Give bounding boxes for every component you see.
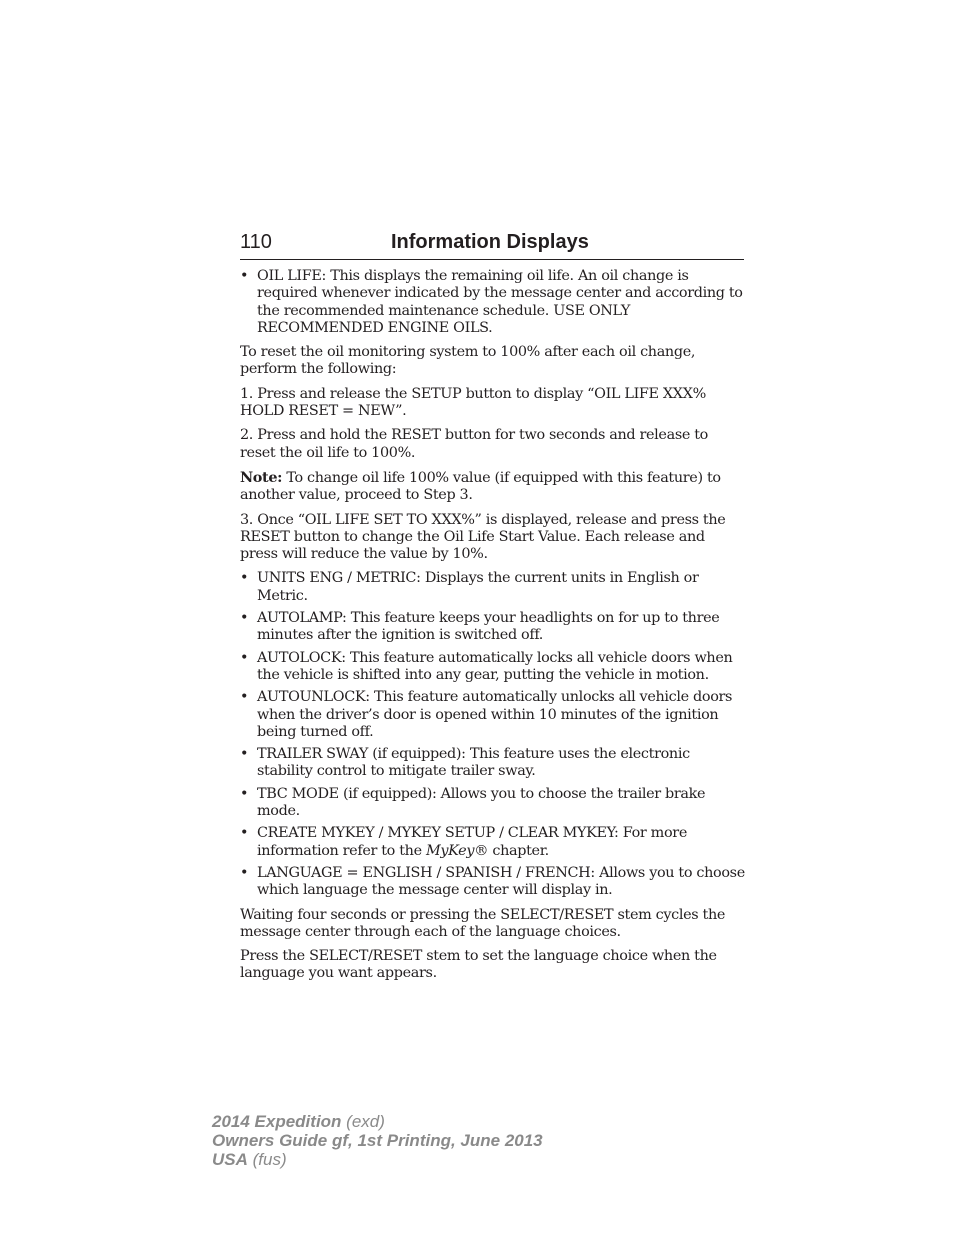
bullet-text: UNITS ENG / METRIC: Displays the current units in English or Metric. [257, 570, 699, 604]
bullet-text: TBC MODE (if equipped): Allows you to choose the trailer brake mode. [257, 785, 706, 820]
page-body [240, 268, 746, 990]
bullet-dot-icon: • [240, 785, 249, 802]
footer-model-line [212, 1112, 543, 1131]
section-title: Information Displays [391, 231, 589, 253]
bullet-text: AUTOLAMP: This feature keeps your headlights on for up to three minutes after the ignition is switched off. [257, 610, 720, 644]
footer-region: USA [212, 1150, 248, 1169]
page-header [240, 228, 744, 260]
mykey-chapter-link[interactable]: MyKey [425, 842, 475, 859]
bullet-text: LANGUAGE = ENGLISH / SPANISH / FRENCH: Allows you to choose which language the message center will display in. [257, 864, 745, 899]
footer-region-line [212, 1150, 543, 1169]
footer-region-code: (fus) [247, 1150, 287, 1169]
paragraph-step-3: 3. Once “OIL LIFE SET TO XXX%” is displayed, release and press the RESET button to change the Oil Life Start Value. Each release and press will reduce the value by 10%. [240, 511, 726, 563]
page-footer [212, 1112, 543, 1169]
bullet-dot-icon: • [240, 268, 249, 284]
bullet-item-oil-life [240, 268, 746, 337]
paragraph-press-select: Press the SELECT/RESET stem to set the language choice when the language you want appears. [240, 948, 717, 982]
mykey-prefix: CREATE MYKEY / MYKEY SETUP / CLEAR MYKEY: For more information refer to the [257, 825, 687, 859]
paragraph-note [240, 469, 746, 505]
bullet-dot-icon: • [240, 825, 249, 842]
mykey-suffix: ® chapter. [474, 842, 549, 859]
bullet-item-mykey [240, 825, 746, 860]
bullet-dot-icon: • [240, 689, 249, 706]
bullet-dot-icon: • [240, 649, 249, 666]
paragraph-waiting: Waiting four seconds or pressing the SELECT/RESET stem cycles the message center through each of the language choices. [240, 906, 726, 940]
paragraph-step-2: 2. Press and hold the RESET button for two seconds and release to reset the oil life to 100%. [240, 427, 709, 461]
bullet-item-autounlock [240, 689, 746, 741]
bullet-text: AUTOLOCK: This feature automatically locks all vehicle doors when the vehicle is shifted into any gear, putting the vehicle in motion. [257, 649, 733, 683]
paragraph-step-1: 1. Press and release the SETUP button to display “OIL LIFE XXX% HOLD RESET = NEW”. [240, 385, 706, 420]
bullet-text: OIL LIFE: This displays the remaining oil life. An oil change is required whenever indicated by the message center and according to the recommended maintenance schedule. USE ONLY RECOMMENDED ENGINE OILS. [257, 268, 743, 336]
bullet-text: AUTOUNLOCK: This feature automatically unlocks all vehicle doors when the driver’s door is opened within 10 minutes of the ignition being turned off. [257, 689, 733, 740]
page-number: 110 [240, 231, 272, 253]
bullet-item-autolamp [240, 610, 746, 645]
note-text: To change oil life 100% value (if equipped with this feature) to another value, proceed to Step 3. [240, 469, 721, 504]
bullet-item-language [240, 865, 746, 900]
note-label: Note: [240, 468, 283, 486]
bullet-dot-icon: • [240, 746, 249, 763]
bullet-dot-icon: • [240, 570, 249, 587]
bullet-dot-icon: • [240, 864, 249, 881]
footer-model: 2014 Expedition [212, 1112, 342, 1131]
footer-guide-line: Owners Guide gf, 1st Printing, June 2013 [212, 1131, 543, 1150]
bullet-item-autolock [240, 650, 746, 685]
paragraph-reset-intro: To reset the oil monitoring system to 100% after each oil change, perform the following: [240, 344, 696, 378]
bullet-item-units [240, 570, 746, 605]
bullet-text [257, 825, 687, 858]
bullet-dot-icon: • [240, 610, 249, 627]
bullet-item-trailer-sway [240, 746, 746, 781]
bullet-item-tbc-mode [240, 786, 746, 821]
footer-model-code: (exd) [341, 1112, 385, 1131]
bullet-text: TRAILER SWAY (if equipped): This feature uses the electronic stability control to mitigate trailer sway. [257, 746, 690, 780]
